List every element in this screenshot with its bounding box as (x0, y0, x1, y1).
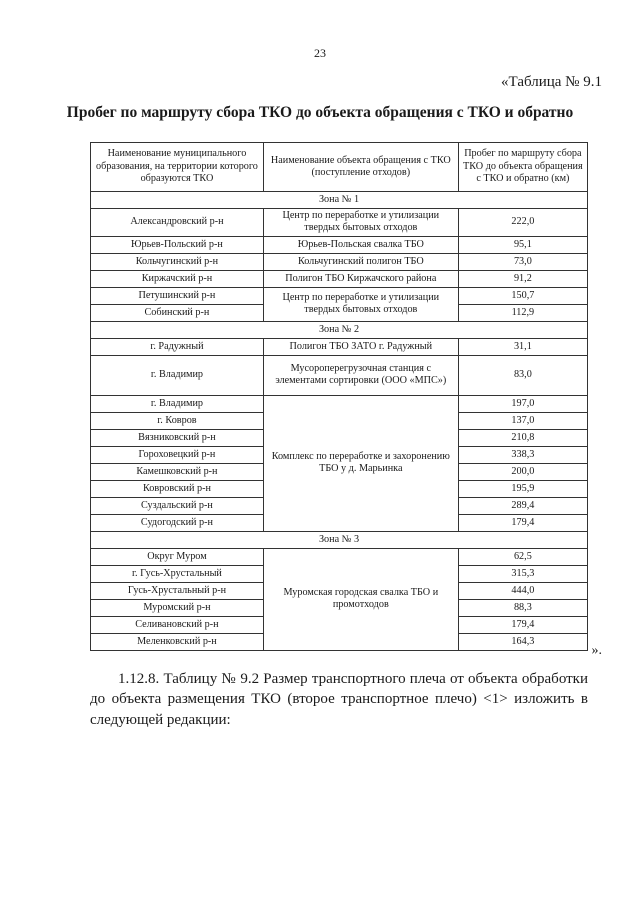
municipality-cell: Киржачский р-н (91, 270, 264, 287)
zone-label: Зона № 2 (91, 321, 588, 338)
closing-quote: ». (591, 643, 602, 658)
mileage-cell: 444,0 (458, 582, 587, 599)
zone-row (91, 531, 588, 548)
municipality-cell: г. Радужный (91, 338, 264, 355)
table-reference: «Таблица № 9.1 (501, 74, 602, 90)
municipality-cell: Юрьев-Польский р-н (91, 236, 264, 253)
table-row (91, 548, 588, 565)
object-cell: Центр по переработке и утилизации твердых бытовых отходов (263, 287, 458, 321)
municipality-cell: Округ Муром (91, 548, 264, 565)
municipality-cell: г. Владимир (91, 395, 264, 412)
municipality-cell: Судогодский р-н (91, 514, 264, 531)
header-mileage: Пробег по маршруту сбора ТКО до объекта обращения с ТКО и обратно (км) (458, 143, 587, 192)
municipality-cell: Селивановский р-н (91, 616, 264, 633)
municipality-cell: Муромский р-н (91, 599, 264, 616)
object-cell: Полигон ТБО ЗАТО г. Радужный (263, 338, 458, 355)
municipality-cell: Суздальский р-н (91, 497, 264, 514)
mileage-cell: 95,1 (458, 236, 587, 253)
header-object: Наименование объекта обращения с ТКО (поступление отходов) (263, 143, 458, 192)
mileage-cell: 210,8 (458, 429, 587, 446)
mileage-table (90, 142, 588, 651)
municipality-cell: Александровский р-н (91, 209, 264, 237)
municipality-cell: Гусь-Хрустальный р-н (91, 582, 264, 599)
table-row (91, 236, 588, 253)
mileage-cell: 222,0 (458, 209, 587, 237)
municipality-cell: Петушинский р-н (91, 287, 264, 304)
municipality-cell: Собинский р-н (91, 304, 264, 321)
mileage-cell: 88,3 (458, 599, 587, 616)
mileage-cell: 338,3 (458, 446, 587, 463)
mileage-cell: 137,0 (458, 412, 587, 429)
municipality-cell: г. Гусь-Хрустальный (91, 565, 264, 582)
object-cell: Комплекс по переработке и захоронению ТБО у д. Марьинка (263, 395, 458, 531)
page-number: 23 (314, 46, 326, 60)
mileage-cell: 179,4 (458, 514, 587, 531)
mileage-cell: 200,0 (458, 463, 587, 480)
mileage-cell: 62,5 (458, 548, 587, 565)
mileage-cell: 195,9 (458, 480, 587, 497)
mileage-cell: 315,3 (458, 565, 587, 582)
zone-row (91, 321, 588, 338)
table-header-row (91, 143, 588, 192)
table-row (91, 287, 588, 304)
municipality-cell: Кольчугинский р-н (91, 253, 264, 270)
municipality-cell: г. Владимир (91, 355, 264, 395)
zone-label: Зона № 1 (91, 192, 588, 209)
mileage-cell: 164,3 (458, 633, 587, 650)
mileage-cell: 197,0 (458, 395, 587, 412)
table-row (91, 395, 588, 412)
object-cell: Кольчугинский полигон ТБО (263, 253, 458, 270)
municipality-cell: Ковровский р-н (91, 480, 264, 497)
municipality-cell: Вязниковский р-н (91, 429, 264, 446)
mileage-cell: 83,0 (458, 355, 587, 395)
object-cell: Мусороперегрузочная станция с элементами сортировки (ООО «МПС») (263, 355, 458, 395)
mileage-cell: 31,1 (458, 338, 587, 355)
municipality-cell: Меленковский р-н (91, 633, 264, 650)
object-cell: Центр по переработке и утилизации твердых бытовых отходов (263, 209, 458, 237)
mileage-cell: 91,2 (458, 270, 587, 287)
municipality-cell: Гороховецкий р-н (91, 446, 264, 463)
mileage-cell: 112,9 (458, 304, 587, 321)
table-row (91, 253, 588, 270)
body-paragraph: 1.12.8. Таблицу № 9.2 Размер транспортного плеча от объекта обработки до объекта размещения ТКО (второе транспортное плечо) <1> изложить в следующей редакции: (90, 671, 588, 728)
zone-row (91, 192, 588, 209)
table-row (91, 338, 588, 355)
table-row (91, 209, 588, 237)
mileage-cell: 179,4 (458, 616, 587, 633)
mileage-cell: 73,0 (458, 253, 587, 270)
object-cell: Полигон ТБО Киржачского района (263, 270, 458, 287)
object-cell: Муромская городская свалка ТБО и промотходов (263, 548, 458, 650)
object-cell: Юрьев-Польская свалка ТБО (263, 236, 458, 253)
header-municipality: Наименование муниципального образования, на территории которого образуются ТКО (91, 143, 264, 192)
mileage-cell: 289,4 (458, 497, 587, 514)
mileage-cell: 150,7 (458, 287, 587, 304)
table-row (91, 355, 588, 395)
municipality-cell: Камешковский р-н (91, 463, 264, 480)
zone-label: Зона № 3 (91, 531, 588, 548)
municipality-cell: г. Ковров (91, 412, 264, 429)
table-row (91, 270, 588, 287)
table-title: Пробег по маршруту сбора ТКО до объекта обращения с ТКО и обратно (66, 104, 574, 121)
